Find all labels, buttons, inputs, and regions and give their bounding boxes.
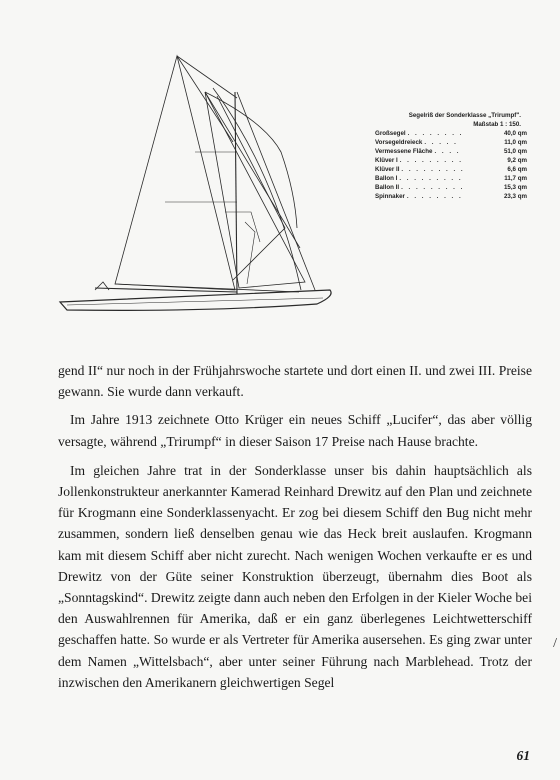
row-value: 23,3 qm [503,192,527,200]
table-scale: Maßstab 1 : 150. [473,120,521,128]
row-value: 6,6 qm [507,165,527,173]
body-text [58,360,532,701]
row-value: 11,7 qm [504,174,527,182]
row-label: Vermessene Fläche [375,147,433,155]
row-value: 9,2 qm [507,156,527,164]
row-label: Klüver I [375,156,398,164]
table-row [375,148,527,157]
row-label: Klüver II [375,165,400,173]
row-dots: . . . . [434,147,461,155]
row-label: Spinnaker [375,192,405,200]
table-row [375,166,527,175]
row-dots: . . . . . . . . . [399,156,463,164]
table-caption: Segelriß der Sonderklasse „Trirumpf". [408,112,521,119]
row-label: Ballon II [375,183,400,191]
table-row [375,175,527,184]
row-dots: . . . . . . . . . [401,165,465,173]
row-dots: . . . . . . . . [407,129,464,137]
table-row [375,184,527,193]
row-value: 15,3 qm [503,183,527,191]
paragraph: gend II“ nur noch in der Frühjahrswoche startete und dort einen II. und zwei III. Preise gewann. Sie wurde dann verkauft. [58,363,532,400]
table-row [375,157,527,166]
row-value: 11,0 qm [504,138,527,146]
row-dots: . . . . . . . . . [399,174,463,182]
paragraph: Im Jahre 1913 zeichnete Otto Krüger ein neues Schiff „Lucifer“, das aber völlig versagte, während „Trirumpf“ in dieser Saison 17 Preise nach Hause brachte. [58,412,532,449]
table-row [375,193,527,202]
paragraph: Im gleichen Jahre trat in der Sonderklasse unser bis dahin hauptsächlich als Jollenkonstrukteur anerkannter Kamerad Reinhard Drewitz auf den Plan und zeichnete für Krogmann eine Sonderklassenyacht. Er zog bei diesem Schiff den Bug nicht mehr zusammen, sondern ließ denselben genau wie das Heck breit auslaufen. Krogmann kam mit diesem Schiff aber nicht zurecht. Nach wenigen Wochen verkaufte er es und Drewitz von der Güte seiner Konstruktion überzeugt, übernahm dies Boot als „Sonntagskind“. Drewitz zeigte dann auch neben den Erfolgen in der Kieler Woche bei den Auswahlrennen für Amerika, daß er ein ganz überlegenes Leichtwetterschiff geschaffen hatte. So wurde er als Vertreter für Amerika ausersehen. Es ging zwar unter dem Namen „Wittelsbach“, aber unter seiner Führung nach Marblehead. Trotz der inzwischen den Amerikanern gleichwertigen Segel [58,462,532,690]
row-value: 40,0 qm [503,129,527,137]
sail-plan-drawing [55,52,355,317]
margin-mark: / [553,636,557,651]
sail-area-table [375,112,527,202]
row-label: Vorsegeldreieck [375,138,423,146]
row-value: 51,0 qm [503,147,527,155]
page-number: 61 [516,748,530,763]
row-dots: . . . . . . . . . [401,183,465,191]
row-dots: . . . . . [424,138,458,146]
row-label: Großsegel [375,129,406,137]
table-row [375,130,527,139]
table-row [375,139,527,148]
row-label: Ballon I [375,174,398,182]
row-dots: . . . . . . . . [406,192,463,200]
